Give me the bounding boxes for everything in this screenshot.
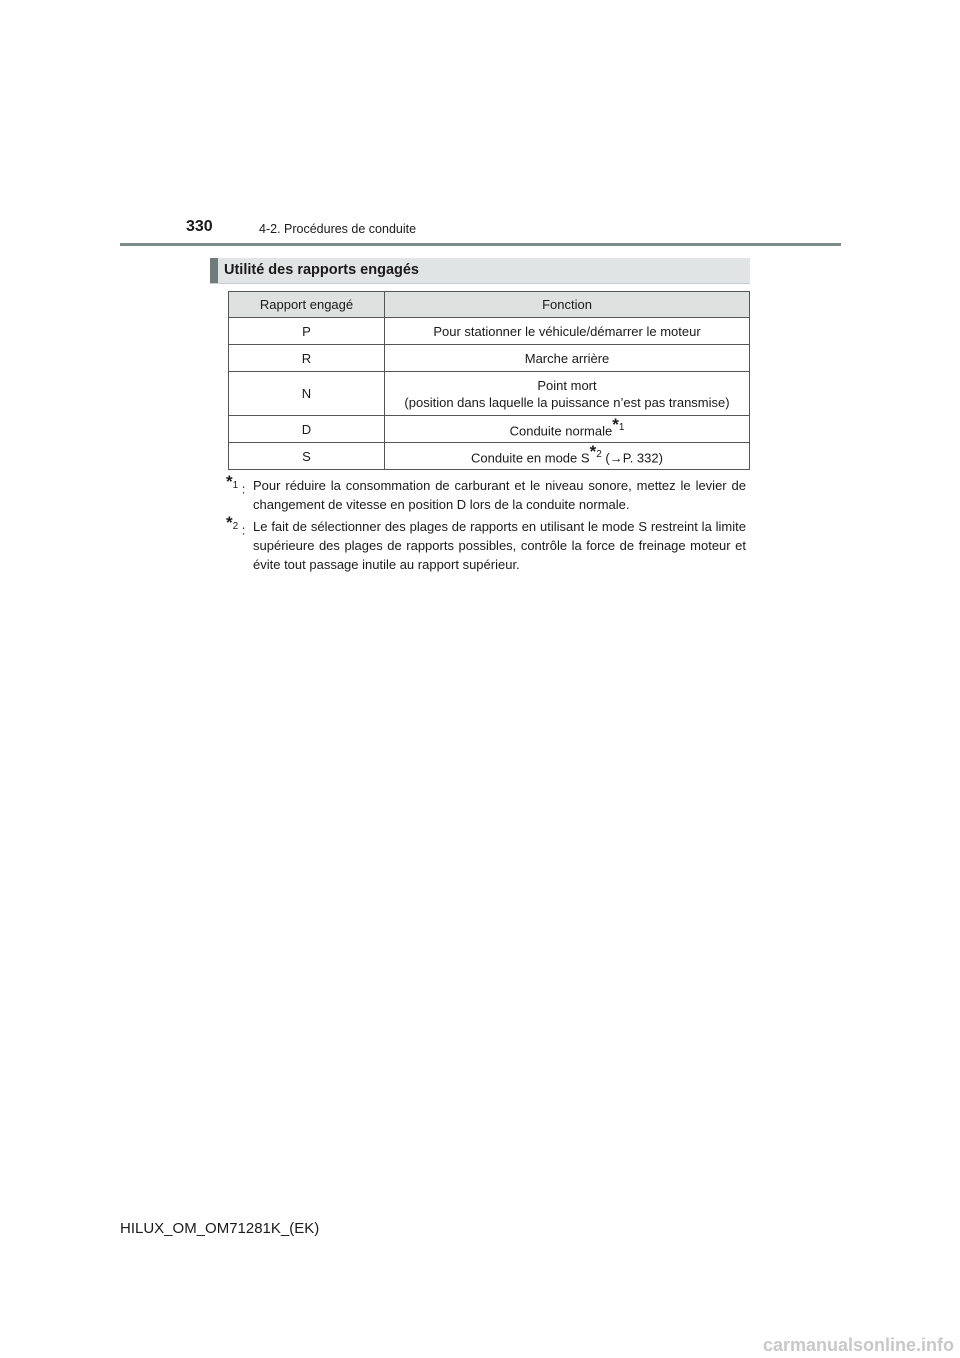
footnote (226, 472, 746, 514)
function-cell (385, 372, 750, 416)
table-row (229, 443, 750, 470)
function-cell (385, 416, 750, 443)
table-row (229, 318, 750, 345)
footnote (226, 513, 746, 574)
asterisk-icon: * (612, 414, 619, 434)
footnote-number: 1 (232, 480, 239, 491)
function-text: Conduite en mode S (471, 450, 590, 466)
footnote-text: Le fait de sélectionner des plages de rapports en utilisant le mode S restreint la limite supérieure des plages de rapports possibles, contrôle la force de freinage moteur et évite tout passage inutile au rapport supérieur. (253, 519, 746, 572)
footnote-marker: *$^1$ : (226, 472, 246, 497)
asterisk-icon: * (226, 472, 233, 491)
gear-cell: P (229, 318, 385, 345)
page-reference-link[interactable]: (→P. 332) (605, 450, 663, 466)
table-row (229, 416, 750, 443)
header-divider (120, 243, 841, 246)
gear-cell: D (229, 416, 385, 443)
footnote-marker: *$^2$ : (226, 513, 246, 538)
column-header-function: Fonction (385, 292, 750, 318)
footnote-ref: 2 (596, 448, 602, 460)
footnote-text: Pour réduire la consommation de carburant et le niveau sonore, mettez le levier de changement de vitesse en position D lors de la conduite normale. (253, 478, 746, 512)
function-cell: Marche arrière (385, 345, 750, 372)
asterisk-icon: * (226, 513, 233, 532)
gear-cell: R (229, 345, 385, 372)
watermark: carmanualsonline.info (762, 1335, 954, 1355)
gear-cell: S (229, 443, 385, 470)
gear-table (228, 291, 750, 470)
table-header-row (229, 292, 750, 318)
function-line: (position dans laquelle la puissance n’est pas transmise) (404, 394, 730, 410)
function-text: Conduite normale (509, 423, 613, 439)
function-cell: Pour stationner le véhicule/démarrer le moteur (385, 318, 750, 345)
chapter-title: 4-2. Procédures de conduite (259, 222, 417, 236)
function-cell (385, 443, 750, 470)
section-marker (210, 258, 218, 283)
column-header-gear: Rapport engagé (229, 292, 385, 318)
gear-cell: N (229, 372, 385, 416)
table-row (229, 372, 750, 416)
section-heading (210, 258, 750, 284)
footnote-ref: 1 (618, 421, 625, 433)
function-line: Point mort (537, 377, 597, 393)
page-number: 330 (186, 218, 213, 235)
asterisk-icon: * (589, 441, 597, 461)
document-code: HILUX_OM_OM71281K_(EK) (120, 1220, 320, 1237)
footnote-number: 2 (232, 521, 239, 532)
section-title: Utilité des rapports engagés (224, 262, 419, 278)
table-row (229, 345, 750, 372)
